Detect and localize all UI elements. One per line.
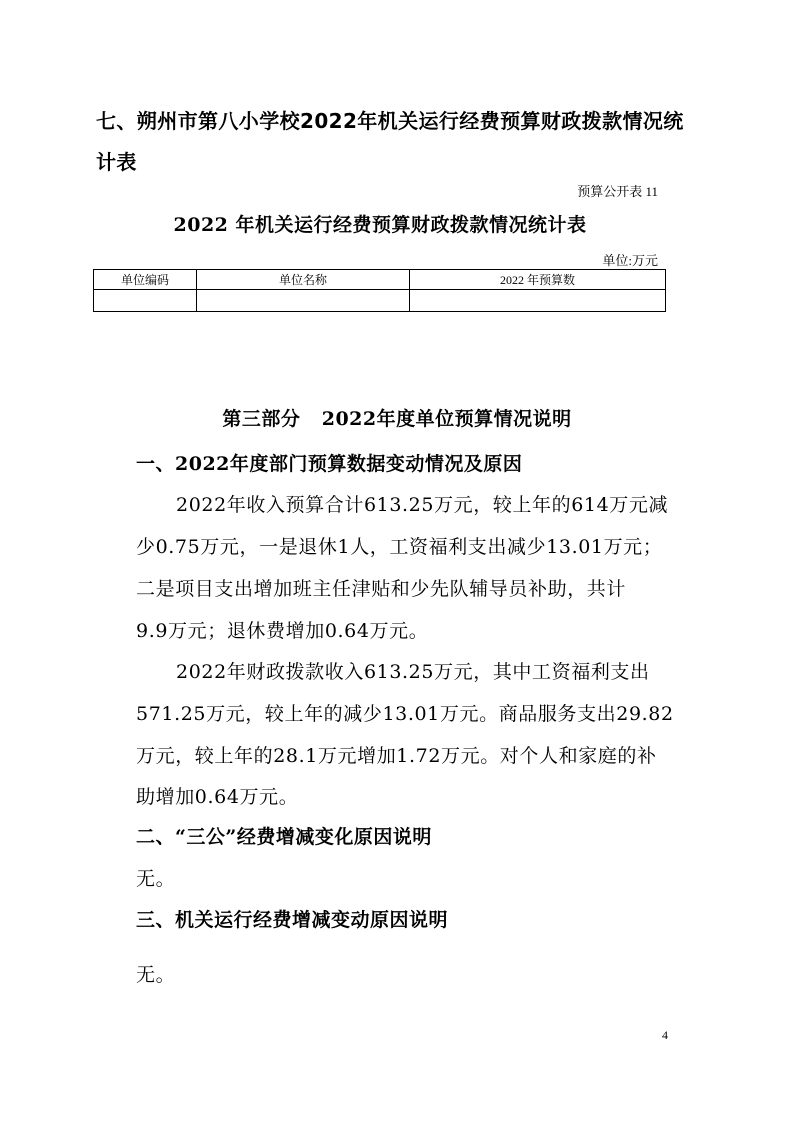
para1-line2: 少0.75万元，一是退休1人，工资福利支出减少13.01万元； xyxy=(136,536,663,558)
table-title: 2022 年机关运行经费预算财政拨款情况统计表 xyxy=(173,214,587,236)
col-header-budget-2022: 2022 年预算数 xyxy=(410,270,666,290)
heading-2-body: 无。 xyxy=(136,868,176,890)
page-number: 4 xyxy=(662,1028,668,1042)
table-header-row xyxy=(94,270,666,290)
section-title-line1: 七、朔州市第八小学校2022年机关运行经费预算财政拨款情况统 xyxy=(96,109,684,133)
part3-title: 第三部分 2022年度单位预算情况说明 xyxy=(222,408,572,430)
para1-line4: 9.9万元；退休费增加0.64万元。 xyxy=(136,620,429,642)
para2-line3: 万元，较上年的28.1万元增加1.72万元。对个人和家庭的补 xyxy=(136,745,657,767)
table-cell xyxy=(94,290,197,312)
para1-line3: 二是项目支出增加班主任津贴和少先队辅导员补助，共计 xyxy=(136,578,627,600)
heading-2: 二、“三公”经费增减变化原因说明 xyxy=(136,826,432,848)
heading-3: 三、机关运行经费增减变动原因说明 xyxy=(136,909,449,931)
table-cell xyxy=(410,290,666,312)
col-header-unit-code: 单位编码 xyxy=(94,270,197,290)
table-row xyxy=(94,290,666,312)
section-title-line2: 计表 xyxy=(96,150,137,174)
para2-line1: 2022年财政拨款收入613.25万元，其中工资福利支出 xyxy=(176,661,650,683)
para2-line2: 571.25万元，较上年的减少13.01万元。商品服务支出29.82 xyxy=(136,703,674,725)
heading-1: 一、2022年度部门预算数据变动情况及原因 xyxy=(136,453,523,475)
col-header-unit-name: 单位名称 xyxy=(197,270,410,290)
para1-line1: 2022年收入预算合计613.25万元，较上年的614万元减 xyxy=(176,494,669,516)
unit-label: 单位:万元 xyxy=(602,253,658,268)
para2-line4: 助增加0.64万元。 xyxy=(136,786,299,808)
heading-3-body: 无。 xyxy=(136,964,176,986)
budget-table xyxy=(93,269,666,312)
table-tag: 预算公开表 11 xyxy=(577,184,658,199)
table-cell xyxy=(197,290,410,312)
